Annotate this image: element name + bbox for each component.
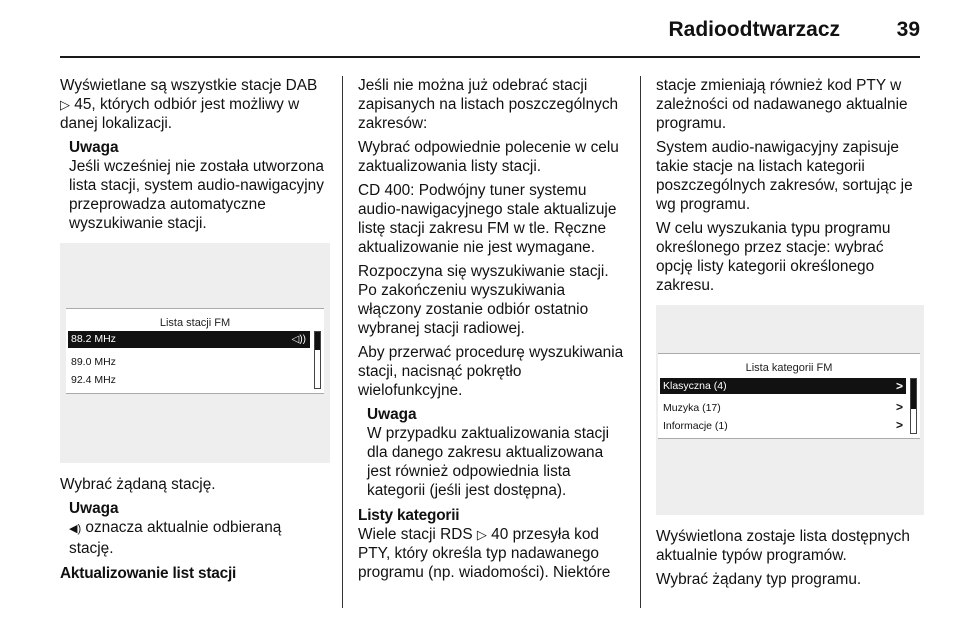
paragraph: Wybrać żądaną stację. [60,476,216,493]
note-heading: Uwaga [69,500,119,517]
section-heading: Listy kategorii [358,507,460,524]
paragraph: Wybrać żądany typ programu. [656,571,862,588]
page-number: 39 [896,18,920,41]
note [69,499,330,558]
column-3 [656,76,924,594]
category-list-screen [656,305,924,515]
column-divider [640,76,641,608]
paragraph: Wyświetlane są wszystkie stacje DAB ▷ 45, których odbiór jest możliwy w danej lokalizacji. [60,77,318,132]
note-heading: Uwaga [69,139,119,156]
paragraph: stacje zmieniają również kod PTY w zależności od nadawanego aktualnie programu. [656,77,908,132]
chevron-right-icon: > [895,418,903,432]
paragraph: Wiele stacji RDS ▷ 40 przesyła kod PTY, który określa typ nadawanego programu (np. wiadomości). Niektóre [358,526,611,581]
paragraph: CD 400: Podwójny tuner systemu audio-nawigacyjnego stale aktualizuje listę stacji zakresu FM w tle. Ręczne aktualizowanie nie jest wymagane. [358,182,617,256]
header-rule [60,56,920,58]
paragraph: System audio-nawigacyjny zapisuje takie stacje na listach kategorii poszczególnych zakresów, sortując je wg programu. [656,139,913,213]
chevron-right-icon: > [895,400,903,414]
note [69,138,330,233]
screen-title: Lista stacji FM [159,317,231,329]
scrollbar [314,331,321,389]
page-header [0,0,960,62]
paragraph: Wyświetlona zostaje lista dostępnych aktualnie typów programów. [656,528,910,564]
note-text: Jeśli wcześniej nie została utworzona lista stacji, system audio-nawigacyjny przeprowadza automatyczne wyszukiwanie stacji. [69,158,324,232]
speaker-icon: ◀) [69,523,82,535]
column-1 [60,76,330,583]
page-title: Radioodtwarzacz [668,18,840,41]
paragraph: W celu wyszukania typu programu określonego przez stacje: wybrać opcję listy kategorii określonego zakresu. [656,220,891,294]
station-list-screen [60,243,330,463]
note-text: W przypadku zaktualizowania stacji dla danego zakresu aktualizowana jest również odpowiednia lista kategorii (jeśli jest dostępna). [367,425,610,499]
scrollbar [910,378,917,434]
category-row: Informacje (1) > [663,417,906,436]
station-row: 92.4 MHz [71,374,116,386]
paragraph: Wybrać odpowiednie polecenie w celu zaktualizowania listy stacji. [358,139,619,175]
section-heading: Aktualizowanie list stacji [60,565,237,582]
category-row-selected: Klasyczna (4) > [660,378,906,394]
reference-arrow-icon: ▷ [476,527,487,542]
category-row: Muzyka (17) > [663,399,906,418]
note [367,405,628,500]
note-text: ◀) oznacza aktualnie odbieraną stację. [69,519,282,557]
screen-title: Lista kategorii FM [745,362,833,374]
paragraph: Aby przerwać procedurę wyszukiwania stacji, nacisnąć pokrętło wielofunkcyjne. [358,344,624,399]
paragraph: Rozpoczyna się wyszukiwanie stacji. Po zakończeniu wyszukiwania włączony zostanie odbiór ostatnio wybranej stacji radiowej. [358,263,609,337]
note-heading: Uwaga [367,406,417,423]
column-2 [358,76,628,587]
station-row: 89.0 MHz [71,356,116,368]
reference-arrow-icon: ▷ [60,97,70,112]
speaker-icon: ◁)) [291,334,306,345]
chevron-right-icon: > [895,379,903,393]
paragraph: Jeśli nie można już odebrać stacji zapisanych na listach poszczególnych zakresów: [358,77,619,132]
station-row-selected: 88.2 MHz ◁)) [68,331,310,348]
column-divider [342,76,343,608]
